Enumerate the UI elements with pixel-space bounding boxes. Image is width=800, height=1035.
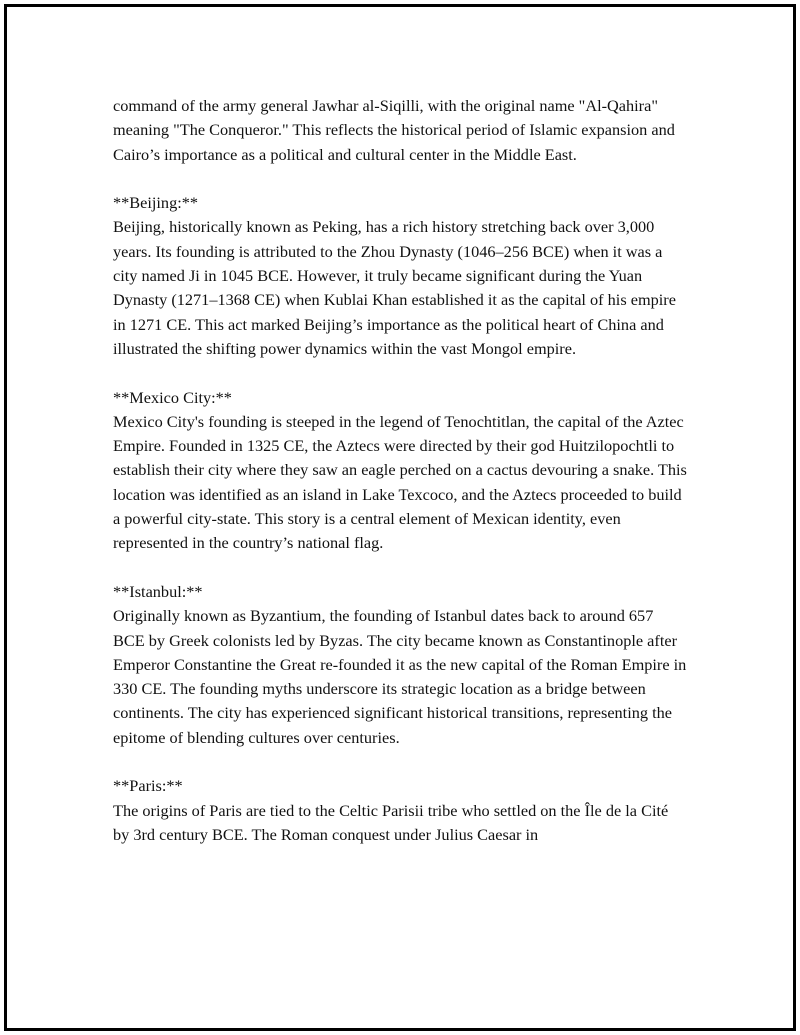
section-heading-paris: **Paris:**	[113, 776, 183, 796]
section-istanbul	[113, 580, 688, 750]
section-paragraph-mexico-city: Mexico City's founding is steeped in the legend of Tenochtitlan, the capital of the Aztec Empire. Founded in 1325 CE, the Aztecs were directed by their god Huitzilopochtli to establish their city where they saw an eagle perched on a cactus devouring a snake. This location was identified as an island in Lake Texcoco, and the Aztecs proceeded to build a powerful city-state. This story is a central element of Mexican identity, even represented in the country’s national flag.	[113, 411, 687, 553]
section-mexico-city	[113, 386, 688, 556]
document-body	[113, 94, 688, 872]
section-heading-beijing: **Beijing:**	[113, 193, 199, 213]
section-paragraph-beijing: Beijing, historically known as Peking, has a rich history stretching back over 3,000 years. Its founding is attributed to the Zhou Dynasty (1046–256 BCE) when it was a city named Ji in 1045 BCE. However, it truly became significant during the Yuan Dynasty (1271–1368 CE) when Kublai Khan established it as the capital of his empire in 1271 CE. This act marked Beijing’s importance as the political heart of China and illustrated the shifting power dynamics within the vast Mongol empire.	[113, 217, 676, 358]
intro-block	[113, 94, 688, 167]
section-paragraph-paris: The origins of Paris are tied to the Celtic Parisii tribe who settled on the Île de la Cité by 3rd century BCE. The Roman conquest under Julius Caesar in	[113, 800, 669, 844]
section-paris	[113, 774, 688, 847]
section-heading-istanbul: **Istanbul:**	[113, 581, 203, 601]
section-beijing	[113, 191, 688, 361]
section-paragraph-istanbul: Originally known as Byzantium, the founding of Istanbul dates back to around 657 BCE by Greek colonists led by Byzas. The city became known as Constantinople after Emperor Constantine the Great re-founded it as the new capital of the Roman Empire in 330 CE. The founding myths underscore its strategic location as a bridge between continents. The city has experienced significant historical transitions, representing the epitome of blending cultures over centuries.	[113, 606, 687, 747]
intro-paragraph: command of the army general Jawhar al-Siqilli, with the original name "Al-Qahira" meaning "The Conqueror." This reflects the historical period of Islamic expansion and Cairo’s importance as a political and cultural center in the Middle East.	[113, 96, 675, 164]
section-heading-mexico-city: **Mexico City:**	[113, 387, 232, 407]
